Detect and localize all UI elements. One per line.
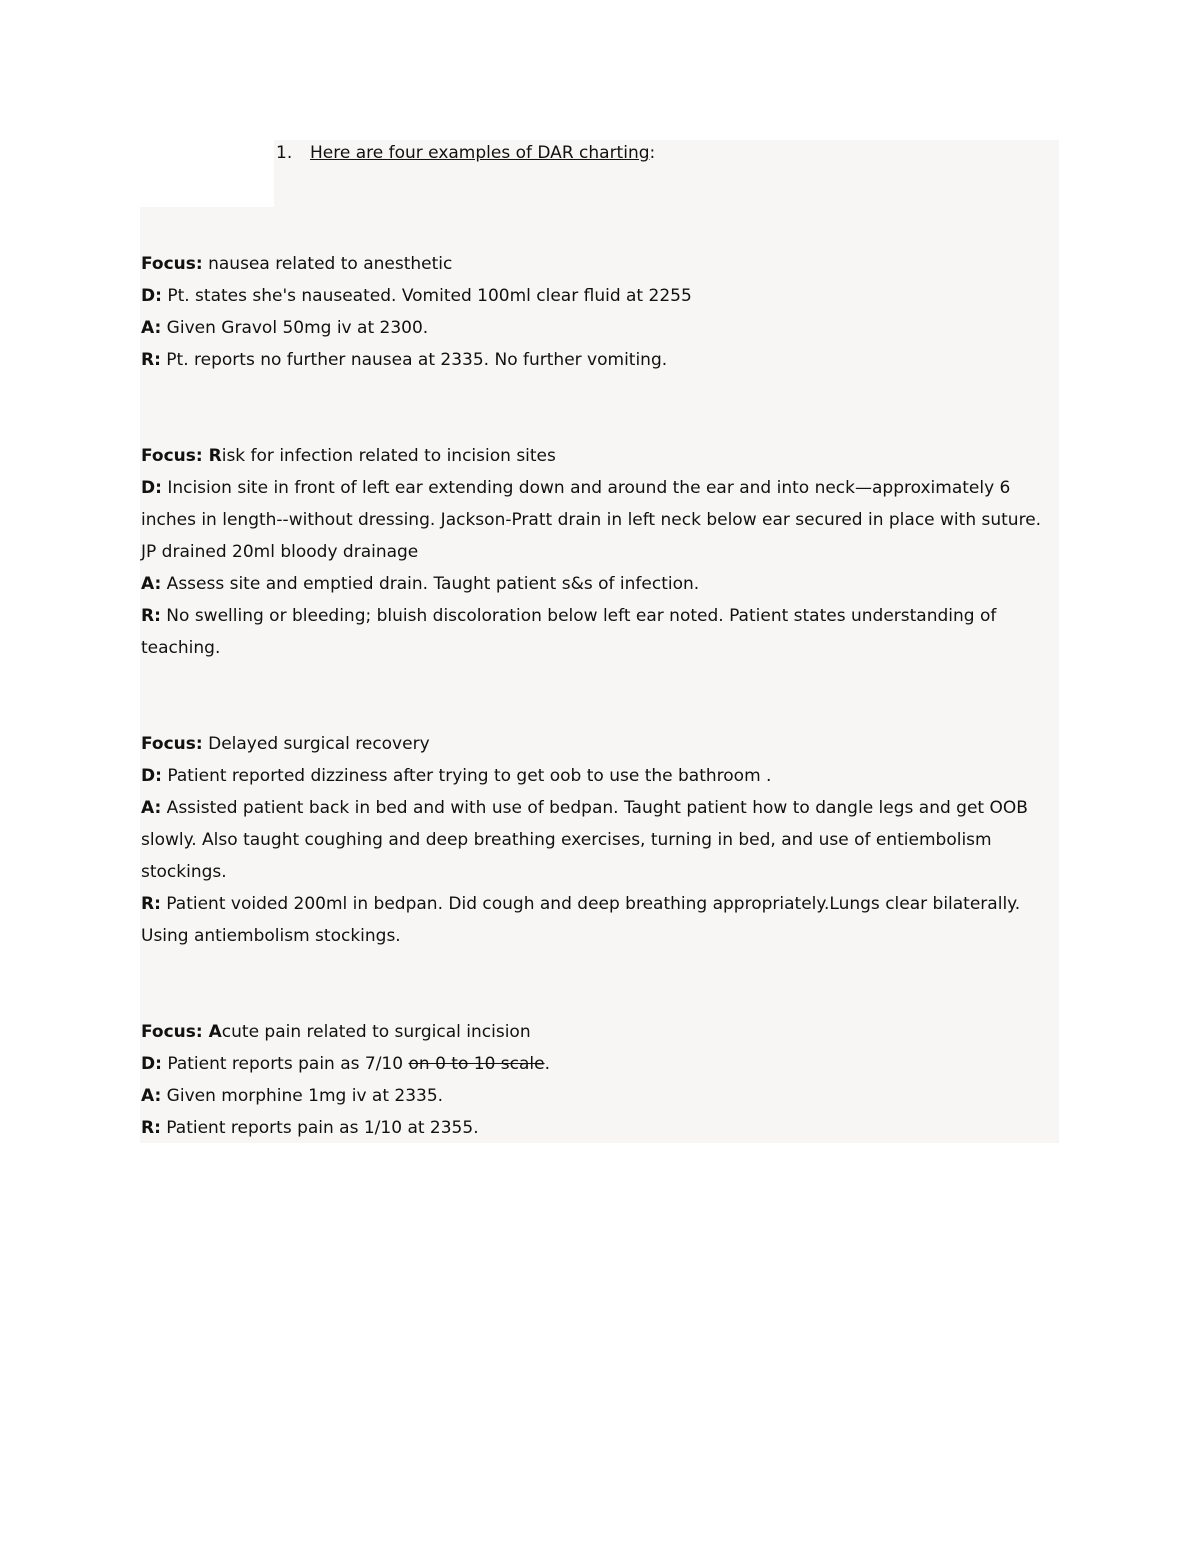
response-line [141,344,1053,376]
focus-label: Focus: [141,1022,203,1042]
dar-entry-infection [141,440,1053,664]
r-label: R: [141,606,161,626]
dar-entry-pain [141,1016,1053,1144]
focus-text: Delayed surgical recovery [202,734,430,754]
data-line [141,1048,1053,1080]
data-line [141,472,1053,568]
list-number: 1. [276,143,293,163]
focus-label: Focus: [141,446,203,466]
focus-first-letter: R [202,446,222,466]
d-label: D: [141,766,162,786]
focus-label: Focus: [141,734,203,754]
focus-text: cute pain related to surgical incision [221,1022,531,1042]
r-text: Patient voided 200ml in bedpan. Did cough and deep breathing appropriately.Lungs clear bilaterally. Using antiembolism stockings. [141,894,1021,946]
focus-line [141,440,1053,472]
action-line [141,792,1053,888]
a-text: Assess site and emptied drain. Taught patient s&s of infection. [161,574,700,594]
response-line [141,888,1053,952]
a-text: Given morphine 1mg iv at 2335. [161,1086,444,1106]
focus-line [141,1016,1053,1048]
list-item-suffix: : [649,143,656,163]
a-label: A: [141,318,162,338]
d-label: D: [141,1054,162,1074]
data-line [141,760,1053,792]
focus-label: Focus: [141,254,203,274]
d-text: Pt. states she's nauseated. Vomited 100ml clear fluid at 2255 [161,286,692,306]
d-text: Patient reported dizziness after trying to get oob to use the bathroom . [161,766,772,786]
r-label: R: [141,1118,161,1138]
numbered-list-item [276,142,655,164]
r-text: Pt. reports no further nausea at 2335. No further vomiting. [160,350,668,370]
dar-entry-nausea [141,248,1053,376]
r-text: Patient reports pain as 1/10 at 2355. [160,1118,479,1138]
response-line [141,1112,1053,1144]
d-text: Incision site in front of left ear extending down and around the ear and into neck—approximately 6 inches in length--without dressing. Jackson-Pratt drain in left neck below ear secured in place with suture. JP drained 20ml bloody drainage [141,478,1042,562]
action-line [141,1080,1053,1112]
list-item-text: Here are four examples of DAR charting [310,143,650,163]
d-label: D: [141,286,162,306]
dar-entries [141,248,1053,1144]
d-label: D: [141,478,162,498]
action-line [141,568,1053,600]
focus-first-letter: A [202,1022,222,1042]
struck-text: on 0 to 10 scale [408,1054,545,1074]
dar-entry-recovery [141,728,1053,952]
response-line [141,600,1053,664]
a-text: Assisted patient back in bed and with use of bedpan. Taught patient how to dangle legs and get OOB slowly. Also taught coughing and deep breathing exercises, turning in bed, and use of entiembolism stockings. [141,798,1028,882]
a-label: A: [141,1086,162,1106]
a-label: A: [141,798,162,818]
focus-text: isk for infection related to incision sites [221,446,556,466]
a-text: Given Gravol 50mg iv at 2300. [161,318,429,338]
d-text: Patient reports pain as 7/10 [161,1054,409,1074]
r-label: R: [141,894,161,914]
action-line [141,312,1053,344]
focus-line [141,248,1053,280]
data-line [141,280,1053,312]
d-end: . [544,1054,550,1074]
a-label: A: [141,574,162,594]
focus-line [141,728,1053,760]
r-label: R: [141,350,161,370]
r-text: No swelling or bleeding; bluish discoloration below left ear noted. Patient states understanding of teaching. [141,606,997,658]
focus-text: nausea related to anesthetic [202,254,453,274]
